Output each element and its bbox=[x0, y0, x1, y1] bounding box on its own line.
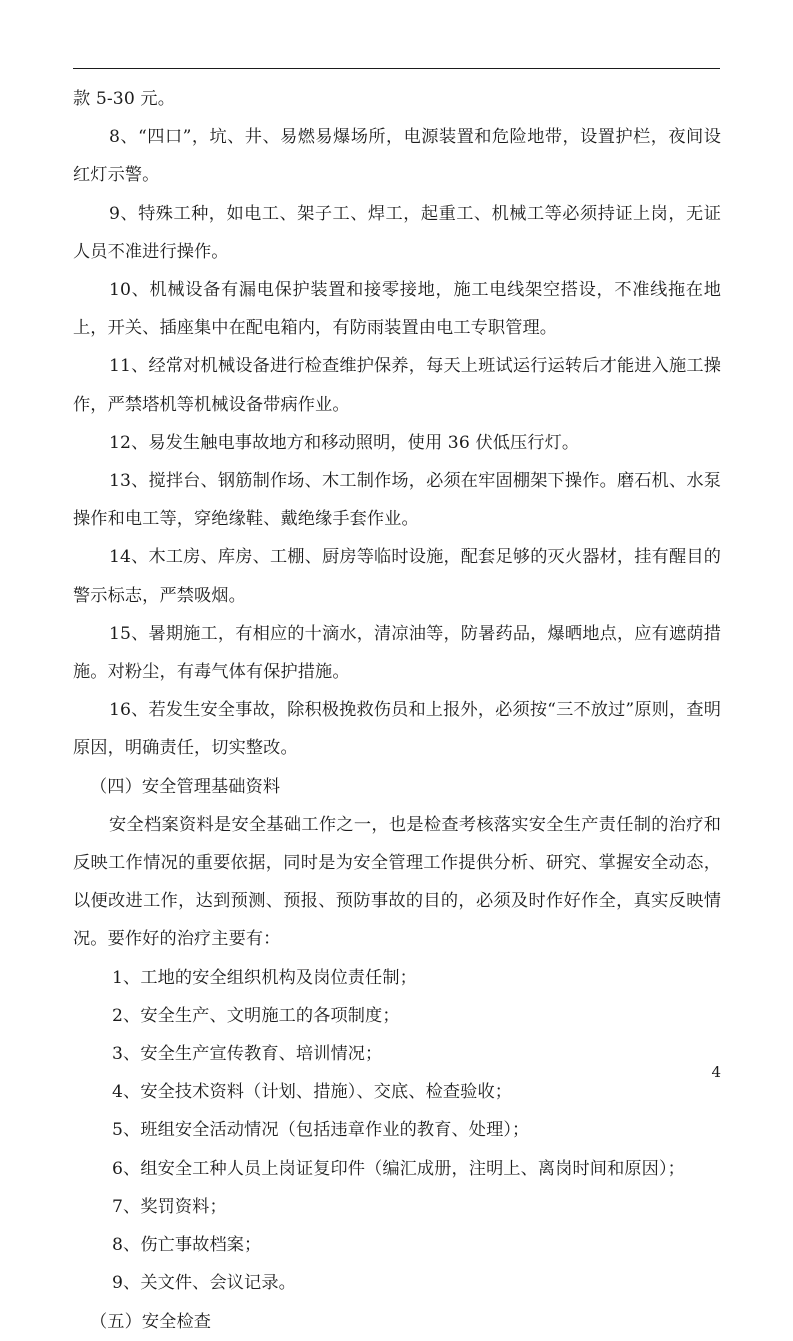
list-item: 6、组安全工种人员上岗证复印件（编汇成册，注明上、离岗时间和原因）； bbox=[112, 1158, 685, 1179]
numbered-item-16: 16、若发生安全事故，除积极挽救伤员和上报外，必须按“三不放过”原则，查明原因，明确责任，切实整改。 bbox=[73, 700, 721, 759]
document-body bbox=[73, 80, 721, 1341]
list-item: 7、奖罚资料； bbox=[112, 1196, 227, 1217]
list-item: 4、安全技术资料（计划、措施）、交底、检查验收； bbox=[112, 1082, 513, 1103]
header-rule-divider bbox=[73, 68, 720, 69]
list-item: 2、安全生产、文明施工的各项制度； bbox=[112, 1005, 400, 1026]
numbered-item-11: 11、经常对机械设备进行检查维护保养，每天上班试运行运转后才能进入施工操作，严禁塔机等机械设备带病作业。 bbox=[73, 356, 721, 415]
numbered-item-13: 13、搅拌台、钢筋制作场、木工制作场，必须在牢固棚架下操作。磨石机、水泵操作和电工等，穿绝缘鞋、戴绝缘手套作业。 bbox=[73, 471, 721, 530]
numbered-item-8: 8、“四口”，坑、井、易燃易爆场所，电源装置和危险地带，设置护栏，夜间设红灯示警。 bbox=[73, 127, 721, 186]
list-item: 5、班组安全活动情况（包括违章作业的教育、处理）； bbox=[112, 1120, 530, 1141]
paragraph: 安全档案资料是安全基础工作之一，也是检查考核落实安全生产责任制的治疗和反映工作情况的重要依据，同时是为安全管理工作提供分析、研究、掌握安全动态，以便改进工作，达到预测、预报、预防事故的目的，必须及时作好作全，真实反映情况。要作好的治疗主要有： bbox=[73, 814, 721, 950]
page-number: 4 bbox=[711, 1063, 721, 1081]
numbered-item-9: 9、特殊工种，如电工、架子工、焊工，起重工、机械工等必须持证上岗，无证人员不准进行操作。 bbox=[73, 203, 721, 262]
list-item: 8、伤亡事故档案； bbox=[112, 1235, 262, 1256]
numbered-item-10: 10、机械设备有漏电保护装置和接零接地，施工电线架空搭设，不准线拖在地上，开关、插座集中在配电箱内，有防雨装置由电工专职管理。 bbox=[73, 280, 721, 339]
list-item: 3、安全生产宣传教育、培训情况； bbox=[112, 1044, 383, 1065]
section-heading-5: （五）安全检查 bbox=[90, 1311, 212, 1332]
section-heading-4: （四）安全管理基础资料 bbox=[90, 776, 281, 797]
list-item: 1、工地的安全组织机构及岗位责任制； bbox=[112, 967, 417, 988]
paragraph: 款 5-30 元。 bbox=[73, 89, 176, 109]
numbered-item-15: 15、暑期施工，有相应的十滴水，清凉油等，防暑药品，爆晒地点，应有遮荫措施。对粉尘，有毒气体有保护措施。 bbox=[73, 623, 721, 683]
list-item: 9、关文件、会议记录。 bbox=[112, 1273, 296, 1294]
numbered-item-12: 12、易发生触电事故地方和移动照明，使用 36 伏低压行灯。 bbox=[109, 432, 580, 453]
numbered-item-14: 14、木工房、库房、工棚、厨房等临时设施，配套足够的灭火器材，挂有醒目的警示标志，严禁吸烟。 bbox=[73, 547, 721, 606]
